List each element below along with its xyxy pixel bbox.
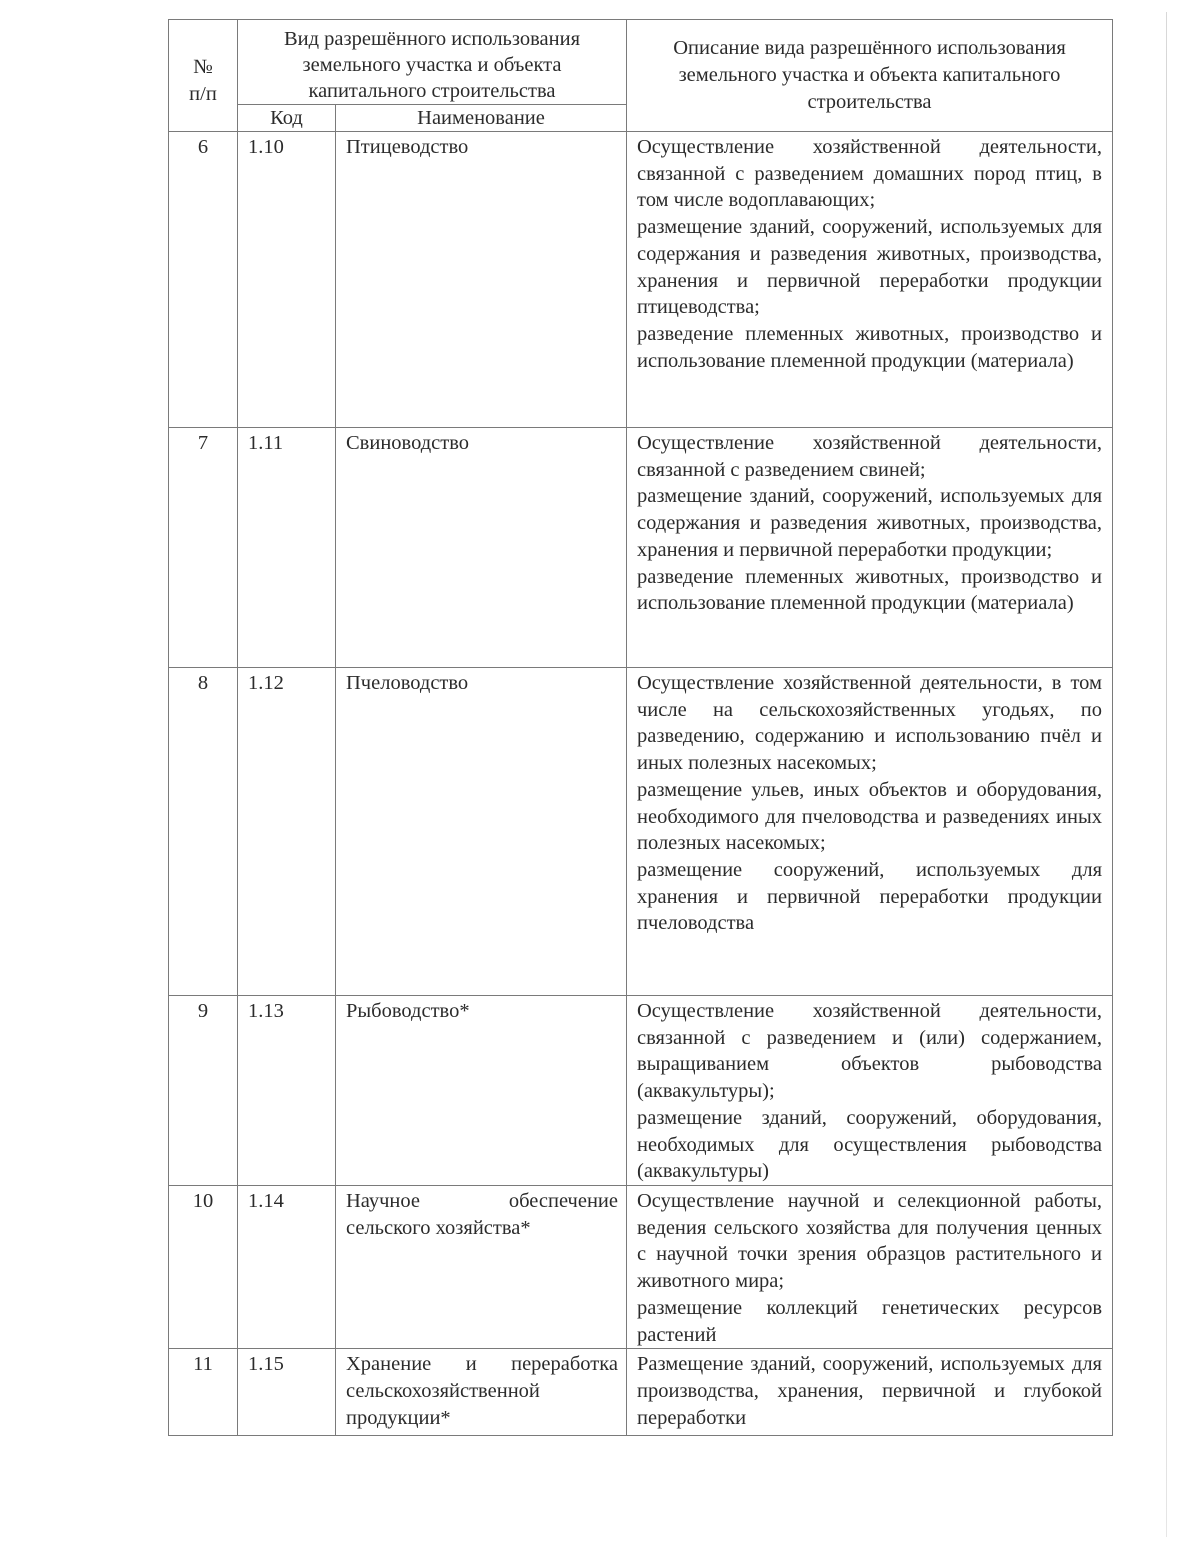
description-paragraph: размещение зданий, сооружений, используемых для содержания и разведения животных, производства, хранения и первичной переработки продукции; xyxy=(637,485,1102,561)
row-num: 9 xyxy=(169,996,238,1186)
row-code: 1.10 xyxy=(238,132,336,428)
row-name: Пчеловодство xyxy=(336,668,627,996)
description-paragraph: разведение племенных животных, производство и использование племенной продукции (материала) xyxy=(637,322,1102,372)
row-description xyxy=(627,996,1113,1186)
row-description xyxy=(627,1186,1113,1349)
row-description xyxy=(627,132,1113,428)
description-paragraph: размещение зданий, сооружений, используемых для содержания и разведения животных, производства, хранения и первичной переработки продукции птицеводства; xyxy=(637,216,1102,319)
header-group: Вид разрешённого использования земельного участка и объекта капитального строительства xyxy=(238,20,627,105)
header-num-text: № п/п xyxy=(189,55,217,105)
description-paragraph: размещение сооружений, используемых для хранения и первичной переработки продукции пчеловодства xyxy=(637,858,1102,935)
header-name: Наименование xyxy=(336,105,627,132)
row-code: 1.13 xyxy=(238,996,336,1186)
row-description xyxy=(627,428,1113,668)
land-use-table xyxy=(168,19,1113,1436)
table-row xyxy=(169,132,1113,428)
header-description: Описание вида разрешённого использования земельного участка и объекта капитального строительства xyxy=(627,20,1113,132)
header-num xyxy=(169,20,238,132)
description-paragraph: Осуществление хозяйственной деятельности, связанной с разведением домашних пород птиц, в том числе водоплавающих; xyxy=(637,136,1102,212)
row-name: Свиноводство xyxy=(336,428,627,668)
row-name: Птицеводство xyxy=(336,132,627,428)
row-num: 7 xyxy=(169,428,238,668)
description-paragraph: размещение коллекций генетических ресурсов растений xyxy=(637,1296,1102,1346)
description-paragraph: разведение племенных животных, производство и использование племенной продукции (материала) xyxy=(637,565,1102,615)
scan-edge-line xyxy=(1166,12,1167,1537)
description-paragraph: Осуществление хозяйственной деятельности, в том числе на сельскохозяйственных угодьях, по разведению, содержанию и использованию пчёл и иных полезных насекомых; xyxy=(637,672,1102,775)
description-paragraph: Осуществление хозяйственной деятельности, связанной с разведением и (или) содержанием, выращиванием объектов рыбоводства (аквакультуры); xyxy=(637,1000,1102,1103)
row-code: 1.15 xyxy=(238,1349,336,1436)
description-paragraph: Осуществление хозяйственной деятельности, связанной с разведением свиней; xyxy=(637,432,1102,481)
row-code: 1.12 xyxy=(238,668,336,996)
description-paragraph: Размещение зданий, сооружений, используемых для производства, хранения, первичной и глубокой переработки xyxy=(637,1353,1102,1429)
row-num: 6 xyxy=(169,132,238,428)
row-name: Рыбоводство* xyxy=(336,996,627,1186)
row-description xyxy=(627,1349,1113,1436)
description-paragraph: Осуществление научной и селекционной работы, ведения сельского хозяйства для получения ценных с научной точки зрения образцов растительного и животного мира; xyxy=(637,1190,1102,1293)
row-name: Хранение и переработка сельскохозяйственной продукции* xyxy=(336,1349,627,1436)
row-description xyxy=(627,668,1113,996)
description-paragraph: размещение зданий, сооружений, оборудования, необходимых для осуществления рыбоводства (аквакультуры) xyxy=(637,1106,1102,1183)
row-name: Научное обеспечение сельского хозяйства* xyxy=(336,1186,627,1349)
table-row xyxy=(169,1186,1113,1349)
header-code: Код xyxy=(238,105,336,132)
row-num: 8 xyxy=(169,668,238,996)
row-num: 11 xyxy=(169,1349,238,1436)
header-row-top xyxy=(169,20,1113,105)
row-code: 1.11 xyxy=(238,428,336,668)
table-row xyxy=(169,428,1113,668)
table-row xyxy=(169,996,1113,1186)
table-row xyxy=(169,668,1113,996)
row-code: 1.14 xyxy=(238,1186,336,1349)
row-num: 10 xyxy=(169,1186,238,1349)
description-paragraph: размещение ульев, иных объектов и оборудования, необходимого для пчеловодства и разведениях иных полезных насекомых; xyxy=(637,778,1102,855)
table-row xyxy=(169,1349,1113,1436)
